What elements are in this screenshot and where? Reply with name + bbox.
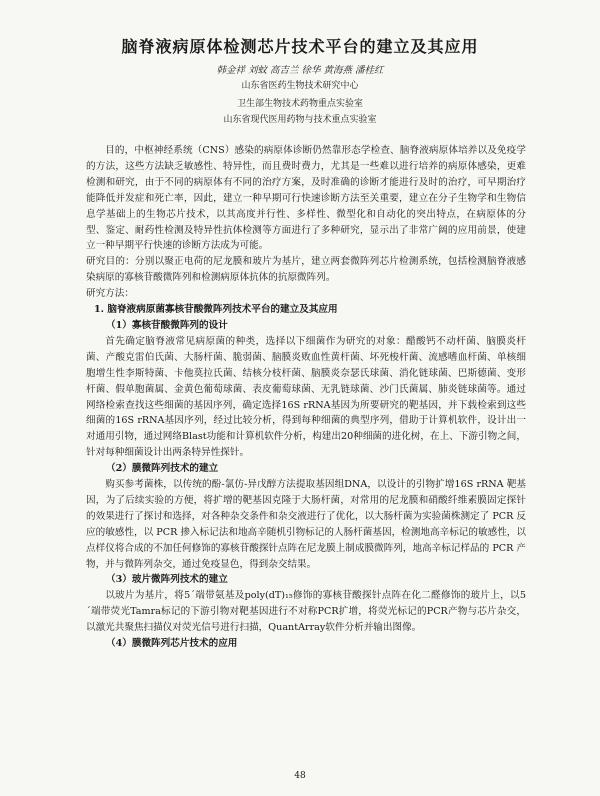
section-1-heading: 1. 脑脊液病原菌寡核苷酸微阵列技术平台的建立及其应用 <box>94 304 338 316</box>
affiliation-1: 山东省医药生物技术研究中心 <box>241 81 359 91</box>
author-list: 韩金祥 刘蚊 高吉兰 徐华 黄海燕 潘桂红 <box>216 65 384 76</box>
membrane-array-paragraph: 购买参考菌株，以传统的酚-氯仿-异戊醇方法提取基因组DNA，以设计的引物扩增16S rRNA 靶基因，为了后续实验的方便，将扩增的靶基因克隆于大肠杆菌，对常用的尼龙膜和硝酸纤维素膜固定探针的效果进行了探讨和选择，对各种杂交条件和杂交液进行了优化，以大肠杆菌为实验菌株测定了 PCR 反应的敏感性，以 PCR 掺入标记法和地高辛随机引物标记的人肠杆菌基因，检测地高辛标记的敏感性，以点样仪将合成的不加任何修饰的寡核苷酸探针点阵在尼龙膜上制成膜微阵列，地高辛标记样品的 PCR 产物，并与微阵列杂交，通过免疫显色，得到杂交结果。 <box>86 479 526 570</box>
section-1-1-heading: （1）寡核苷酸微阵列的设计 <box>106 319 228 331</box>
paper-title: 脑脊液病原体检测芯片技术平台的建立及其应用 <box>121 37 479 56</box>
affiliation-3: 山东省现代医用药物与技术重点实验室 <box>223 115 377 125</box>
page-number: 48 <box>294 771 306 781</box>
affiliation-2: 卫生部生物技术药物重点实验室 <box>236 99 363 109</box>
section-1-4-heading: （4）膜微阵列芯片技术的应用 <box>106 638 238 650</box>
slide-array-paragraph: 以玻片为基片，将5´端带氨基及poly(dT)₁₅修饰的寡核苷酸探针点阵在化二醛修饰的玻片上，以5´端带荧光Tamra标记的下游引物对靶基因进行不对称PCR扩增，将荧光标记的PCR产物与芯片杂交，以激光共聚焦扫描仪对荧光信号进行扫描，QuantArray软件分析并输出图像。 <box>86 590 526 634</box>
methods-label: 研究方法： <box>86 288 134 300</box>
research-goal-paragraph: 研究目的：分别以聚正电荷的尼龙膜和玻片为基片，建立两套微阵列芯片检测系统，包括检测脑脊液感染病原的寡核苷酸微阵列和检测病原体抗体的抗原微阵列。 <box>86 256 526 284</box>
purpose-paragraph: 目的，中枢神经系统（CNS）感染的病原体诊断仍然靠形态学检查、脑脊液病原体培养以及免疫学的方法，这些方法缺乏敏感性、特异性，而且费时费力，尤其是一些难以进行培养的病原体感染，更难检测和研究，由于不同的病原体有不同的治疗方案，及时准确的诊断才能进行及时的治疗，可早期治疗能降低并发症和死亡率，因此，建立一种早期可行快速诊断方法至关重要，建立在分子生物学和生物信息学基础上的生物芯片技术，以其高度并行性、多样性、微型化和自动化的突出特点，在病原体的分型、鉴定、耐药性检测及特异性抗体检测等方面进行了多种研究，显示出了非常广阔的应用前景，使建立一种早期平行快速的诊断方法成为可能。 <box>86 145 526 252</box>
design-paragraph: 首先确定脑脊液常见病原菌的种类，选择以下细菌作为研究的对象：醋酸钙不动杆菌、脑膜炎杆菌、产酸克雷伯氏菌、大肠杆菌、脆弱菌、脑膜炎败血性黄杆菌、坏死梭杆菌、流感嗜血杆菌、单核细胞增生性李斯特菌、卡他莫拉氏菌、结核分枝杆菌、脑膜炎奈瑟氏球菌、消化链球菌、巴斯德菌、变形杆菌、假单胞菌属、金黄色葡萄球菌、表皮葡萄球菌、无乳链球菌、沙门氏菌属、肺炎链球菌等。通过网络检索查找这些细菌的基因序列，确定选择16S rRNA基因为所要研究的靶基因，并下载检索到这些细菌的16S rRNA基因序列，经过比较分析，得到每种细菌的典型序列，借助于计算机软件，设计出一对通用引物，通过网络Blast功能和计算机软件分析，构建出20种细菌的进化树，在上、下游引物之间，针对每种细菌设计出两条特异性探针。 <box>86 335 526 459</box>
section-1-2-heading: （2）膜微阵列技术的建立 <box>106 463 219 475</box>
section-1-3-heading: （3）玻片微阵列技术的建立 <box>106 574 228 586</box>
paper-body <box>86 143 526 652</box>
